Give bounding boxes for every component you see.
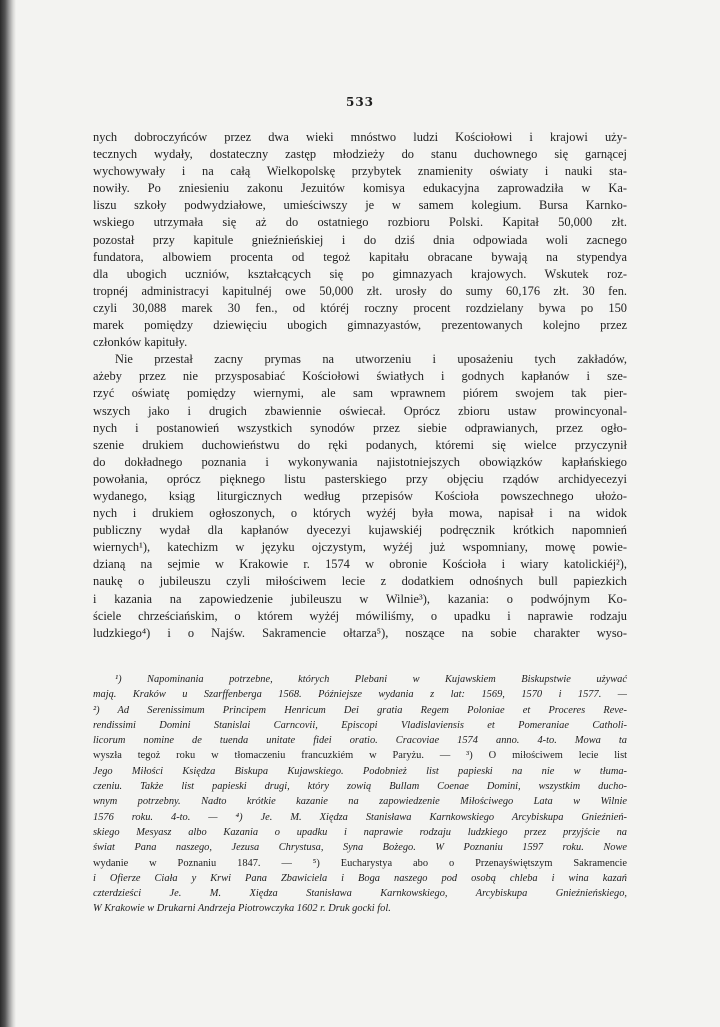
text-line: wychowywały i na całą Wielkopolskę przybytek znamienity oświaty i nauki sta- <box>93 164 627 179</box>
book-spine-shadow <box>0 0 16 1027</box>
footnotes <box>93 672 627 917</box>
footnote-line: i Ofierze Ciała y Krwi Pana Zbawiciela i Boga naszego pod osobą chleba i wina kazań <box>93 872 627 884</box>
text-line: naukę o jubileuszu czyli miłościwem lecie z dodatkiem odnośnych bull papiezkich <box>93 574 627 589</box>
text-line: do dokładnego poznania i wykonywania najistotniejszych obowiązków kapłańskiego <box>93 454 627 469</box>
footnote-line: skiego Mesyasz albo Kazania o upadku i naprawie rodzaju ludzkiego przez przyjście na <box>93 826 627 838</box>
text-line: powołania, oprócz pięknego listu pasterskiego przy objęciu rządów archidyecezyi <box>93 471 627 486</box>
text-line: i kazania na zapowiedzenie jubileuszu w Wilnie³), kazania: o podwójnym Ko- <box>93 591 627 606</box>
text-line: wydanego, ksiąg liturgicznych według przepisów Kościoła powszechnego ułożo- <box>93 488 627 503</box>
footnote-line: czeniu. Także list papieski drugi, który zowią Bullam Coenae Domini, wszystkim ducho- <box>93 781 627 793</box>
text-line: nych i drukiem ogłoszonych, o których wyżéj była mowa, napisał i na widok <box>93 506 627 521</box>
main-text <box>93 129 627 642</box>
footnote-line: ¹) Napominania potrzebne, których Plebani w Kujawskiem Biskupstwie używać <box>115 674 627 685</box>
text-line: wszych jako i drugich zbawiennie oświecał. Oprócz zbioru ustaw prowincyonal- <box>93 403 627 418</box>
text-line: ludzkiego⁴) i o Najśw. Sakramencie ołtarza⁵), noszące na sobie charakter wyso- <box>93 625 627 640</box>
footnote-line: rendissimi Domini Stanislai Carncovii, Episcopi Vladislaviensis et Pomeraniae Catholi- <box>93 719 627 731</box>
text-line: nych i postanowień wszystkich synodów przez siebie odprawianych, przez ogło- <box>93 420 627 435</box>
text-line: rzyć oświatę pomiędzy wiernymi, ale sam wprawnem piórem swojem tak pier- <box>93 386 627 401</box>
text-line: fundatora, albowiem procenta od tegoż kapitału obracane bywają na stypendya <box>93 249 627 264</box>
footnote-line: ²) Ad Serenissimum Principem Henricum Dei gratia Regem Poloniae et Proceres Reve- <box>93 704 627 716</box>
footnote-line: wyszła tegoż roku w tłomaczeniu francuzkiém w Paryżu. — ³) O miłościwem lecie list <box>93 750 627 762</box>
text-line: tecznych wydały, dostateczny zastęp młodzieży do stanu duchownego się garnącej <box>93 147 627 162</box>
footnote-line: W Krakowie w Drukarni Andrzeja Piotrowczyka 1602 r. Druk gocki fol. <box>93 903 391 915</box>
text-line: ażeby przez nie przysposabiać Kościołowi światłych i godnych kapłanów i sze- <box>93 369 627 384</box>
text-line: nych dobroczyńców przez dwa wieki mnóstwo ludzi Kościołowi i krajowi uży- <box>93 130 627 144</box>
text-line: wskiego utrzymała się aż do ostatniego rozbioru Polski. Kapitał 50,000 złt. <box>93 215 627 230</box>
footnote-line: Jego Miłości Księdza Biskupa Kujawskiego. Podobnież list papieski na nie w tłuma- <box>93 765 627 777</box>
paragraph-start-line: Nie przestał zacny prymas na utworzeniu i uposażeniu tych zakładów, <box>115 352 627 367</box>
footnote-line: wnym potrzebny. Nadto krótkie kazanie na zapowiedzenie Miłościwego Lata w Wilnie <box>93 796 627 808</box>
text-line: ściele chrześciańskim, o którem wyżéj mówiliśmy, o upadku i naprawie rodzaju <box>93 608 627 623</box>
text-line: tropnéj administracyi kapitulnéj owe 50,000 złt. urosły do sumy 60,176 złt. 30 fen. <box>93 283 627 298</box>
footnote-line: mają. Kraków u Szarffenberga 1568. Późniejsze wydania z lat: 1569, 1570 i 1577. — <box>93 689 627 701</box>
text-line: publiczny wydał dla kapłanów dyecezyi kujawskiéj podręcznik krótkich napomnień <box>93 523 627 538</box>
text-line: dla ubogich uczniów, kształcących się po gimnazyach krajowych. Wskutek roz- <box>93 266 627 281</box>
text-line: liszu szkoły podwydziałowe, umieściwszy je w samem kolegium. Bursa Karnko- <box>93 198 627 213</box>
text-line: pozostał przy kapitule gnieźnieńskiej i do dziś dnia odpowiada woli zacnego <box>93 232 627 247</box>
text-line: szenie drukiem duchowieństwu do ręki podanych, któremi się wielce przyczynił <box>93 437 627 452</box>
footnote-line: 1576 roku. 4-to. — ⁴) Je. M. Xiędza Stanisława Karnkowskiego Arcybiskupa Gnieźnień- <box>93 811 627 823</box>
text-line: marek pomiędzy dziewięciu ubogich gimnazyastów, prezentowanych kolejno przez <box>93 318 627 333</box>
text-line: dzianą na sejmie w Krakowie r. 1574 w obronie Kościoła i wiary katolickiéj²), <box>93 557 627 572</box>
text-line: wiernych¹), katechizm w języku ojczystym, wyżéj już wspomniany, mowę powie- <box>93 540 627 555</box>
footnote-line: licorum nomine de tuenda unitate fidei oratio. Cracoviae 1574 anno. 4-to. Mowa ta <box>93 735 627 747</box>
text-line: członków kapituły. <box>93 335 188 350</box>
footnote-line: czterdzieści Je. M. Xiędza Stanisława Karnkowskiego, Arcybiskupa Gnieźnieńskiego, <box>93 888 627 900</box>
footnote-line: wydanie w Poznaniu 1847. — ⁵) Eucharystya abo o Przenayświętszym Sakramencie <box>93 857 627 869</box>
text-line: nowiły. Po zniesieniu zakonu Jezuitów komisya edukacyjna zaprowadziła w Ka- <box>93 181 627 196</box>
text-line: czyli 30,088 marek 30 fen., od któréj roczny procent rozdzielany bywa po 150 <box>93 300 627 315</box>
footnote-line: świat Pana naszego, Jezusa Chrystusa, Syna Bożego. W Poznaniu 1597 roku. Nowe <box>93 842 627 854</box>
page-number: 533 <box>345 95 375 109</box>
